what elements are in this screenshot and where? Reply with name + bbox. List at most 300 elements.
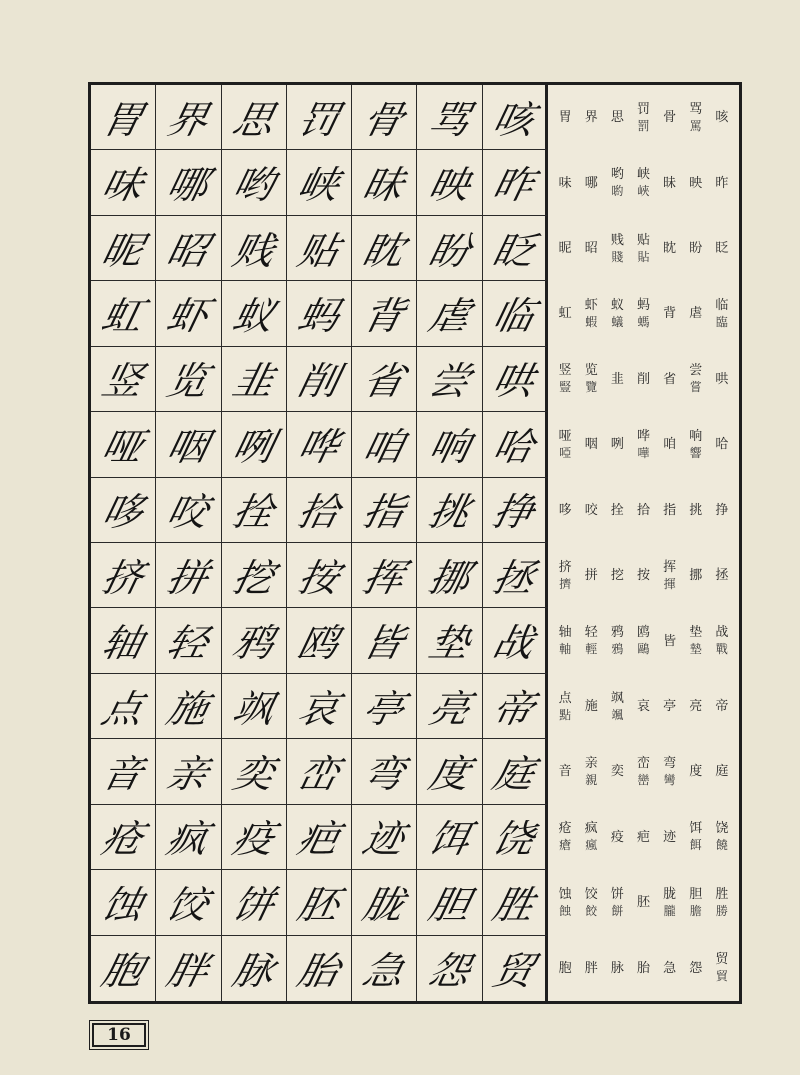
reference-character	[604, 232, 630, 266]
cursive-character-cell	[222, 674, 287, 739]
reference-character	[604, 567, 630, 584]
simplified-character: 度	[689, 764, 703, 780]
simplified-character: 胆	[689, 886, 703, 902]
simplified-character: 疯	[584, 821, 598, 837]
cursive-character: 哗	[293, 425, 343, 470]
cursive-character: 疯	[163, 818, 213, 863]
reference-character	[604, 166, 630, 200]
cursive-character-cell	[91, 478, 156, 543]
cursive-character: 骨	[358, 98, 409, 143]
cursive-character-cell	[287, 216, 352, 281]
reference-character	[578, 240, 604, 257]
cursive-character: 音	[97, 752, 148, 797]
cursive-character: 咽	[163, 425, 213, 470]
cursive-character-cell	[417, 739, 482, 804]
simplified-character: 胎	[636, 960, 650, 976]
simplified-character: 急	[663, 960, 677, 976]
reference-character	[578, 502, 604, 519]
cursive-character-cell	[91, 85, 156, 150]
reference-character	[657, 559, 683, 593]
cursive-character: 哪	[163, 164, 213, 208]
reference-character	[657, 698, 683, 715]
traditional-character: 戰	[715, 642, 728, 657]
cursive-character-cell	[287, 543, 352, 608]
reference-character	[630, 297, 656, 331]
simplified-character: 蚁	[610, 297, 624, 313]
cursive-character-cell	[417, 543, 482, 608]
simplified-character: 拴	[610, 502, 624, 518]
cursive-character-cell	[352, 281, 417, 346]
cursive-character-cell	[483, 347, 548, 412]
cursive-character: 挥	[358, 556, 409, 601]
cursive-character-cell	[483, 805, 548, 870]
cursive-character-cell	[91, 543, 156, 608]
simplified-character: 饺	[584, 886, 598, 902]
reference-row	[548, 478, 739, 543]
cursive-character-cell	[352, 870, 417, 935]
simplified-character: 贱	[610, 232, 624, 248]
reference-character	[552, 559, 578, 593]
simplified-character: 哆	[558, 502, 572, 518]
reference-character	[709, 436, 735, 453]
reference-character	[657, 436, 683, 453]
simplified-character: 咽	[584, 437, 598, 453]
cursive-character: 昨	[488, 164, 538, 208]
simplified-character: 饼	[610, 886, 624, 902]
cursive-character-cell	[156, 216, 221, 281]
simplified-character: 虹	[558, 306, 572, 322]
cursive-character: 垫	[424, 622, 474, 666]
cursive-character-cell	[156, 478, 221, 543]
traditional-character: 朧	[663, 903, 676, 918]
reference-character	[604, 624, 630, 658]
simplified-character: 点	[558, 690, 572, 706]
reference-row	[548, 543, 739, 608]
cursive-character: 疫	[228, 818, 278, 863]
cursive-character-cell	[483, 412, 548, 477]
reference-character	[604, 829, 630, 846]
traditional-character: 親	[585, 772, 598, 787]
reference-character	[709, 502, 735, 519]
simplified-character: 皆	[663, 633, 677, 649]
cursive-character: 眈	[358, 229, 409, 274]
simplified-character: 昧	[663, 175, 677, 191]
simplified-character: 疮	[558, 821, 572, 837]
cursive-character-cell	[222, 150, 287, 215]
traditional-character: 鴉	[611, 642, 624, 657]
reference-character	[709, 240, 735, 257]
cursive-character-cell	[352, 85, 417, 150]
traditional-character: 瘡	[559, 838, 572, 853]
cursive-character-cell	[156, 805, 221, 870]
reference-character	[683, 763, 709, 780]
cursive-character-cell	[222, 805, 287, 870]
simplified-character: 迹	[663, 829, 677, 845]
cursive-character: 挑	[424, 491, 474, 535]
cursive-character: 轻	[163, 622, 213, 666]
cursive-character: 咬	[163, 491, 213, 535]
cursive-character-cell	[91, 412, 156, 477]
cursive-character: 度	[424, 752, 474, 797]
reference-character	[552, 960, 578, 977]
traditional-character: 賤	[611, 249, 624, 264]
reference-character	[683, 428, 709, 462]
reference-character	[683, 502, 709, 519]
simplified-character: 峡	[636, 167, 650, 183]
reference-character	[630, 101, 656, 135]
cursive-character-cell	[352, 216, 417, 281]
reference-character	[578, 297, 604, 331]
traditional-character: 蟻	[611, 314, 624, 329]
simplified-character: 奕	[610, 764, 624, 780]
simplified-character: 胖	[584, 960, 598, 976]
cursive-character: 胚	[293, 883, 343, 928]
reference-character	[604, 886, 630, 920]
reference-character	[709, 886, 735, 920]
simplified-character: 疤	[636, 829, 650, 845]
reference-character	[630, 624, 656, 658]
cursive-character-cell	[483, 674, 548, 739]
reference-character	[630, 755, 656, 789]
cursive-character: 奕	[228, 752, 278, 797]
reference-row	[548, 281, 739, 346]
reference-character	[604, 109, 630, 126]
traditional-character: 軸	[559, 642, 572, 657]
cursive-character-cell	[287, 870, 352, 935]
reference-character	[630, 428, 656, 462]
cursive-character: 轴	[97, 622, 148, 666]
traditional-character: 墊	[689, 642, 702, 657]
cursive-character-cell	[91, 739, 156, 804]
cursive-character-cell	[417, 347, 482, 412]
simplified-character: 咬	[584, 502, 598, 518]
cursive-character: 胖	[163, 949, 213, 994]
cursive-character-cell	[156, 870, 221, 935]
reference-row	[548, 347, 739, 412]
reference-character	[657, 371, 683, 388]
cursive-character: 战	[488, 622, 538, 666]
simplified-character: 帝	[715, 699, 729, 715]
reference-character	[604, 371, 630, 388]
simplified-character: 昨	[715, 175, 729, 191]
simplified-character: 咧	[610, 437, 624, 453]
cursive-character: 拯	[488, 556, 538, 601]
reference-character	[578, 567, 604, 584]
traditional-character: 餌	[689, 838, 702, 853]
cursive-character: 罚	[293, 98, 343, 143]
simplified-character: 垫	[689, 625, 703, 641]
cursive-character: 饺	[163, 883, 213, 928]
traditional-character: 嘗	[689, 380, 702, 395]
cursive-character-cell	[156, 739, 221, 804]
cursive-character: 饼	[228, 883, 278, 928]
reference-character	[578, 175, 604, 192]
reference-character	[552, 886, 578, 920]
cursive-character: 韭	[228, 360, 278, 405]
simplified-character: 亭	[663, 699, 677, 715]
simplified-character: 飒	[610, 690, 624, 706]
simplified-character: 骨	[663, 110, 677, 126]
simplified-character: 哑	[558, 428, 572, 444]
reference-character	[683, 240, 709, 257]
cursive-character-cell	[222, 216, 287, 281]
reference-character	[683, 960, 709, 977]
reference-character	[552, 690, 578, 724]
cursive-character: 背	[358, 294, 409, 339]
cursive-character: 咧	[228, 425, 278, 470]
simplified-character: 弯	[663, 755, 677, 771]
simplified-character: 贸	[715, 952, 729, 968]
simplified-character: 味	[558, 175, 572, 191]
simplified-character: 削	[636, 371, 650, 387]
cursive-character-cell	[222, 870, 287, 935]
cursive-character-cell	[417, 674, 482, 739]
simplified-character: 胚	[636, 895, 650, 911]
reference-character	[709, 175, 735, 192]
cursive-character: 饵	[424, 818, 474, 863]
simplified-character: 鸦	[610, 625, 624, 641]
cursive-character: 蚀	[97, 883, 148, 928]
cursive-character: 削	[293, 360, 343, 405]
reference-character	[630, 502, 656, 519]
simplified-character: 鸥	[636, 625, 650, 641]
reference-character	[604, 436, 630, 453]
cursive-character: 点	[97, 687, 148, 732]
reference-character	[552, 175, 578, 192]
simplified-character: 哈	[715, 437, 729, 453]
reference-row	[548, 674, 739, 739]
traditional-character: 點	[559, 707, 572, 722]
cursive-character-cell	[287, 347, 352, 412]
simplified-character: 昵	[558, 241, 572, 257]
simplified-character: 胜	[715, 886, 729, 902]
simplified-character: 按	[636, 568, 650, 584]
cursive-character: 哟	[228, 164, 278, 208]
reference-character	[578, 624, 604, 658]
cursive-character: 省	[358, 360, 409, 405]
reference-row	[548, 85, 739, 150]
reference-character	[657, 175, 683, 192]
simplified-character: 览	[584, 363, 598, 379]
reference-character	[657, 240, 683, 257]
reference-character	[683, 698, 709, 715]
cursive-character-cell	[352, 478, 417, 543]
traditional-character: 貼	[637, 249, 650, 264]
simplified-character: 挖	[610, 568, 624, 584]
cursive-character: 映	[424, 164, 474, 208]
cursive-character: 虾	[163, 294, 213, 339]
reference-character	[630, 698, 656, 715]
simplified-character: 挥	[663, 559, 677, 575]
cursive-character: 览	[163, 360, 213, 405]
simplified-character: 尝	[689, 363, 703, 379]
traditional-character: 響	[689, 445, 702, 460]
cursive-character-cell	[417, 216, 482, 281]
cursive-character-cell	[483, 150, 548, 215]
cursive-character: 挪	[424, 556, 474, 601]
cursive-character: 弯	[358, 752, 409, 797]
copybook-frame	[88, 82, 742, 1004]
cursive-character: 虹	[97, 294, 148, 339]
cursive-character-cell	[156, 412, 221, 477]
reference-character	[552, 763, 578, 780]
simplified-character: 拯	[715, 568, 729, 584]
simplified-character: 贴	[636, 232, 650, 248]
cursive-character: 竖	[97, 360, 148, 405]
reference-character	[578, 698, 604, 715]
traditional-character: 饒	[715, 838, 728, 853]
traditional-character: 彎	[663, 772, 676, 787]
reference-character	[709, 820, 735, 854]
cursive-character-cell	[222, 85, 287, 150]
cursive-character-cell	[483, 478, 548, 543]
simplified-character: 虐	[689, 306, 703, 322]
simplified-character: 咳	[715, 110, 729, 126]
simplified-character: 饶	[715, 821, 729, 837]
cursive-character: 骂	[424, 98, 474, 143]
cursive-character: 拼	[163, 556, 213, 601]
reference-character	[604, 297, 630, 331]
cursive-character: 飒	[228, 687, 278, 732]
simplified-character: 挣	[715, 502, 729, 518]
page-number: 16	[92, 1023, 146, 1047]
reference-character	[552, 502, 578, 519]
cursive-character: 饶	[488, 818, 538, 863]
cursive-character-cell	[287, 805, 352, 870]
cursive-character: 贱	[228, 229, 278, 274]
cursive-character: 拴	[228, 491, 278, 535]
reference-character	[657, 109, 683, 126]
simplified-character: 哪	[584, 175, 598, 191]
traditional-character: 啞	[559, 445, 572, 460]
traditional-character: 嘩	[637, 445, 650, 460]
traditional-character: 螞	[637, 314, 650, 329]
reference-character	[578, 755, 604, 789]
reference-character	[578, 362, 604, 396]
cursive-character-cell	[91, 150, 156, 215]
traditional-character: 臨	[715, 314, 728, 329]
simplified-character: 盼	[689, 241, 703, 257]
cursive-character: 疤	[293, 818, 343, 863]
cursive-character: 咱	[358, 425, 409, 470]
simplified-character: 拾	[636, 502, 650, 518]
cursive-character-cell	[417, 281, 482, 346]
cursive-character-cell	[156, 543, 221, 608]
cursive-character-cell	[222, 281, 287, 346]
cursive-character-cell	[352, 412, 417, 477]
reference-character	[630, 894, 656, 911]
cursive-character-cell	[287, 608, 352, 673]
cursive-character: 胞	[97, 949, 148, 994]
simplified-character: 哄	[715, 371, 729, 387]
cursive-character-cell	[352, 150, 417, 215]
cursive-character: 峦	[293, 752, 343, 797]
simplified-character: 怨	[689, 960, 703, 976]
reference-character	[709, 624, 735, 658]
reference-character	[657, 502, 683, 519]
cursive-character-cell	[483, 936, 548, 1001]
cursive-character: 蚂	[293, 294, 343, 339]
reference-character	[630, 829, 656, 846]
cursive-character-cell	[483, 739, 548, 804]
simplified-character: 轻	[584, 625, 598, 641]
cursive-character-cell	[352, 805, 417, 870]
cursive-character-cell	[156, 347, 221, 412]
simplified-character: 眨	[715, 241, 729, 257]
cursive-character-grid	[91, 85, 548, 1001]
cursive-character: 贸	[488, 949, 538, 994]
reference-character	[709, 371, 735, 388]
traditional-character: 罰	[637, 118, 650, 133]
cursive-character-cell	[287, 674, 352, 739]
reference-character	[604, 690, 630, 724]
simplified-character: 蚂	[636, 297, 650, 313]
reference-character	[683, 567, 709, 584]
simplified-character: 映	[689, 175, 703, 191]
reference-row	[548, 608, 739, 673]
cursive-character: 挖	[228, 556, 278, 601]
traditional-character: 覽	[585, 380, 598, 395]
cursive-character-cell	[352, 347, 417, 412]
cursive-character: 哈	[488, 425, 538, 470]
cursive-character-cell	[91, 347, 156, 412]
cursive-character: 迹	[358, 818, 409, 863]
traditional-character: 蝦	[585, 314, 598, 329]
traditional-character: 鷗	[637, 642, 650, 657]
simplified-character: 胞	[558, 960, 572, 976]
cursive-character: 庭	[488, 752, 538, 797]
reference-character	[657, 829, 683, 846]
simplified-character: 眈	[663, 241, 677, 257]
cursive-character-cell	[91, 216, 156, 281]
cursive-character-cell	[417, 412, 482, 477]
cursive-character: 亲	[163, 752, 213, 797]
simplified-character: 骂	[689, 101, 703, 117]
simplified-character: 背	[663, 306, 677, 322]
reference-character	[552, 240, 578, 257]
traditional-character: 擠	[559, 576, 572, 591]
cursive-character-cell	[287, 478, 352, 543]
cursive-character: 胃	[97, 98, 148, 143]
simplified-character: 思	[610, 110, 624, 126]
cursive-character: 急	[358, 949, 409, 994]
cursive-character-cell	[483, 608, 548, 673]
reference-character	[552, 428, 578, 462]
cursive-character: 哄	[488, 360, 538, 405]
simplified-character: 省	[663, 371, 677, 387]
cursive-character-cell	[91, 281, 156, 346]
cursive-character: 胆	[424, 883, 474, 928]
reference-character	[604, 502, 630, 519]
cursive-character: 昵	[97, 229, 148, 274]
simplified-character: 临	[715, 297, 729, 313]
traditional-character: 罵	[689, 118, 702, 133]
cursive-character-cell	[483, 85, 548, 150]
reference-character	[552, 305, 578, 322]
cursive-character-cell	[91, 936, 156, 1001]
cursive-character-cell	[417, 150, 482, 215]
reference-character	[657, 755, 683, 789]
reference-row	[548, 805, 739, 870]
reference-character	[683, 624, 709, 658]
traditional-character: 颯	[611, 707, 624, 722]
cursive-character-cell	[287, 936, 352, 1001]
reference-character	[657, 886, 683, 920]
cursive-character-cell	[417, 85, 482, 150]
simplified-character: 韭	[610, 371, 624, 387]
cursive-character-cell	[483, 281, 548, 346]
cursive-character-cell	[156, 674, 221, 739]
